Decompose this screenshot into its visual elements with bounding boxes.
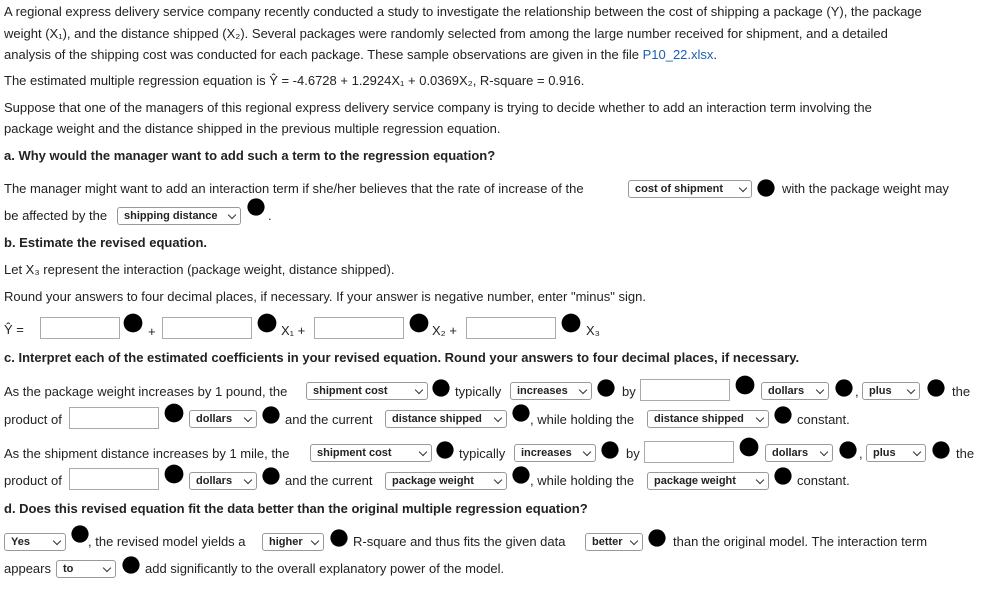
part-c-r1-select-6[interactable] [385,410,507,428]
product-of-text: product of [4,412,62,427]
x2-label: X₂ + [432,323,457,338]
appears-text: appears [4,561,51,576]
part-c-r2-select-6[interactable] [385,472,507,490]
chevron-down-icon [579,386,587,394]
select-value: higher [269,536,303,548]
while-holding-text: , while holding the [530,412,635,427]
chevron-down-icon [228,211,236,219]
part-c-r2-text: As the shipment distance increases by 1 mile, the [4,446,290,461]
chevron-down-icon [244,476,252,484]
chevron-down-icon [630,537,638,545]
part-b-round: Round your answers to four decimal places, if necessary. If your answer is negative number, enter "minus" sign. [4,289,646,304]
x1-label: X₁ + [281,323,306,338]
part-b-let: Let X₃ represent the interaction (package weight, distance shipped). [4,262,395,277]
correct-icon [511,465,531,485]
chevron-down-icon [53,537,61,545]
part-d-select-4[interactable] [56,560,116,578]
chevron-down-icon [419,448,427,456]
part-d-text-1: , the revised model yields a [88,534,246,549]
part-b-question: b. Estimate the revised equation. [4,235,207,250]
part-c-r2-select-1[interactable] [310,444,432,462]
select-value: dollars [768,385,805,397]
part-c-r2-input-1[interactable] [644,441,734,463]
intro-line-2: weight (X₁), and the distance shipped (X₂). Several packages were randomly selected from among the large number received for shipment, and a detailed [4,26,888,41]
by-text: by [626,446,640,461]
incorrect-icon [409,313,429,333]
chevron-down-icon [583,448,591,456]
intercept-input[interactable] [40,317,120,339]
select-value: to [63,563,74,575]
intro-line-3-text: analysis of the shipping cost was conducted for each package. These sample observations are given in the file [4,47,643,62]
incorrect-icon [561,313,581,333]
correct-icon [261,466,281,486]
x1-coefficient-input[interactable] [162,317,252,339]
part-a-question: a. Why would the manager want to add such a term to the regression equation? [4,148,496,163]
part-d-text-2: R-square and thus fits the given data [353,534,566,549]
part-d-text-3: than the original model. The interaction term [673,534,928,549]
constant-text: constant. [797,412,850,427]
part-c-r1-select-2[interactable] [510,382,592,400]
chevron-down-icon [494,476,502,484]
correct-icon [838,440,858,460]
while-holding-text: , while holding the [530,473,635,488]
part-c-question: c. Interpret each of the estimated coefficients in your revised equation. Round your answers to four decimal places, if necessary. [4,350,800,365]
chevron-down-icon [913,448,921,456]
incorrect-icon [123,313,143,333]
part-a-period: . [268,208,272,223]
chevron-down-icon [756,476,764,484]
chevron-down-icon [816,386,824,394]
part-c-r1-select-5[interactable] [189,410,257,428]
part-c-r2-input-2[interactable] [69,468,159,490]
chevron-down-icon [820,448,828,456]
part-a-select-1-value: cost of shipment [635,183,724,195]
x3-label: X₃ [586,323,600,338]
select-value: distance shipped [392,413,482,425]
chevron-down-icon [244,414,252,422]
part-d-select-1[interactable] [4,533,66,551]
part-c-r1-text: As the package weight increases by 1 pound, the [4,384,288,399]
chevron-down-icon [494,414,502,422]
part-d-select-3[interactable] [585,533,643,551]
typically-text: typically [455,384,502,399]
part-a-text-1: The manager might want to add an interaction term if she/her believes that the rate of increase of the [4,181,584,196]
select-value: dollars [196,413,233,425]
by-text: by [622,384,636,399]
correct-icon [121,555,141,575]
incorrect-icon [735,375,755,395]
correct-icon [596,378,616,398]
chevron-down-icon [739,184,747,192]
incorrect-icon [257,313,277,333]
intro-line-1: A regional express delivery service company recently conducted a study to investigate the relationship between the cost of shipping a package (Y), the package [4,4,922,19]
part-c-r2-select-7[interactable] [647,472,769,490]
correct-icon [329,528,349,548]
correct-icon [926,378,946,398]
product-of-text: product of [4,473,62,488]
select-value: dollars [772,447,809,459]
select-value: shipment cost [313,385,388,397]
the-text: the [952,384,971,399]
correct-icon [435,440,455,460]
select-value: Yes [11,536,30,548]
select-value: plus [873,447,896,459]
chevron-down-icon [103,564,111,572]
part-d-text-4: add significantly to the overall explanatory power of the model. [145,561,505,576]
incorrect-icon [164,403,184,423]
typically-text: typically [459,446,506,461]
part-c-r1-input-2[interactable] [69,407,159,429]
correct-icon [834,378,854,398]
intro-line-3-end: . [713,47,718,62]
part-a-select-1[interactable] [628,180,752,198]
comma: , [859,446,863,461]
incorrect-icon [739,437,759,457]
part-c-r1-input-1[interactable] [640,379,730,401]
part-c-r2-select-4[interactable] [866,444,926,462]
part-c-r2-select-2[interactable] [514,444,596,462]
correct-icon [756,178,776,198]
and-current-text: and the current [285,412,373,427]
part-c-r1-select-3[interactable] [761,382,829,400]
part-c-r2-select-3[interactable] [765,444,833,462]
select-value: increases [517,385,568,397]
select-value: dollars [196,475,233,487]
correct-icon [511,403,531,423]
correct-icon [246,197,266,217]
yhat-label: Ŷ = [4,322,24,337]
chevron-down-icon [907,386,915,394]
correct-icon [70,524,90,544]
correct-icon [431,378,451,398]
intro-line-5: package weight and the distance shipped in the previous multiple regression equation. [4,121,501,136]
constant-text: constant. [797,473,850,488]
x2-coefficient-input[interactable] [314,317,404,339]
correct-icon [773,466,793,486]
the-text: the [956,446,975,461]
correct-icon [931,440,951,460]
part-a-text-2: with the package weight may [782,181,949,196]
correct-icon [647,528,667,548]
select-value: shipment cost [317,447,392,459]
part-c-r1-select-4[interactable] [862,382,920,400]
plus-sign: + [148,324,156,339]
select-value: package weight [392,475,474,487]
chevron-down-icon [311,537,319,545]
select-value: package weight [654,475,736,487]
file-link[interactable]: P10_22.xlsx [642,47,714,62]
incorrect-icon [164,464,184,484]
chevron-down-icon [415,386,423,394]
select-value: plus [869,385,892,397]
part-c-r1-select-7[interactable] [647,410,769,428]
and-current-text: and the current [285,473,373,488]
part-d-question: d. Does this revised equation fit the data better than the original multiple regression equation? [4,501,588,516]
correct-icon [773,405,793,425]
select-value: increases [521,447,572,459]
part-d-select-2[interactable] [262,533,324,551]
part-a-select-2[interactable] [117,207,241,225]
equation-text: The estimated multiple regression equation is Ŷ = -4.6728 + 1.2924X₁ + 0.0369X₂, R-square = 0.916. [4,73,585,88]
intro-line-4: Suppose that one of the managers of this regional express delivery service company is trying to decide whether to add an interaction term involving the [4,100,872,115]
part-a-select-2-value: shipping distance [124,210,218,222]
correct-icon [261,405,281,425]
select-value: better [592,536,623,548]
x3-coefficient-input[interactable] [466,317,556,339]
chevron-down-icon [756,414,764,422]
correct-icon [600,440,620,460]
comma: , [855,384,859,399]
part-c-r1-select-1[interactable] [306,382,428,400]
part-c-r2-select-5[interactable] [189,472,257,490]
intro-line-3 [4,47,717,63]
part-a-text-3: be affected by the [4,208,108,223]
select-value: distance shipped [654,413,744,425]
